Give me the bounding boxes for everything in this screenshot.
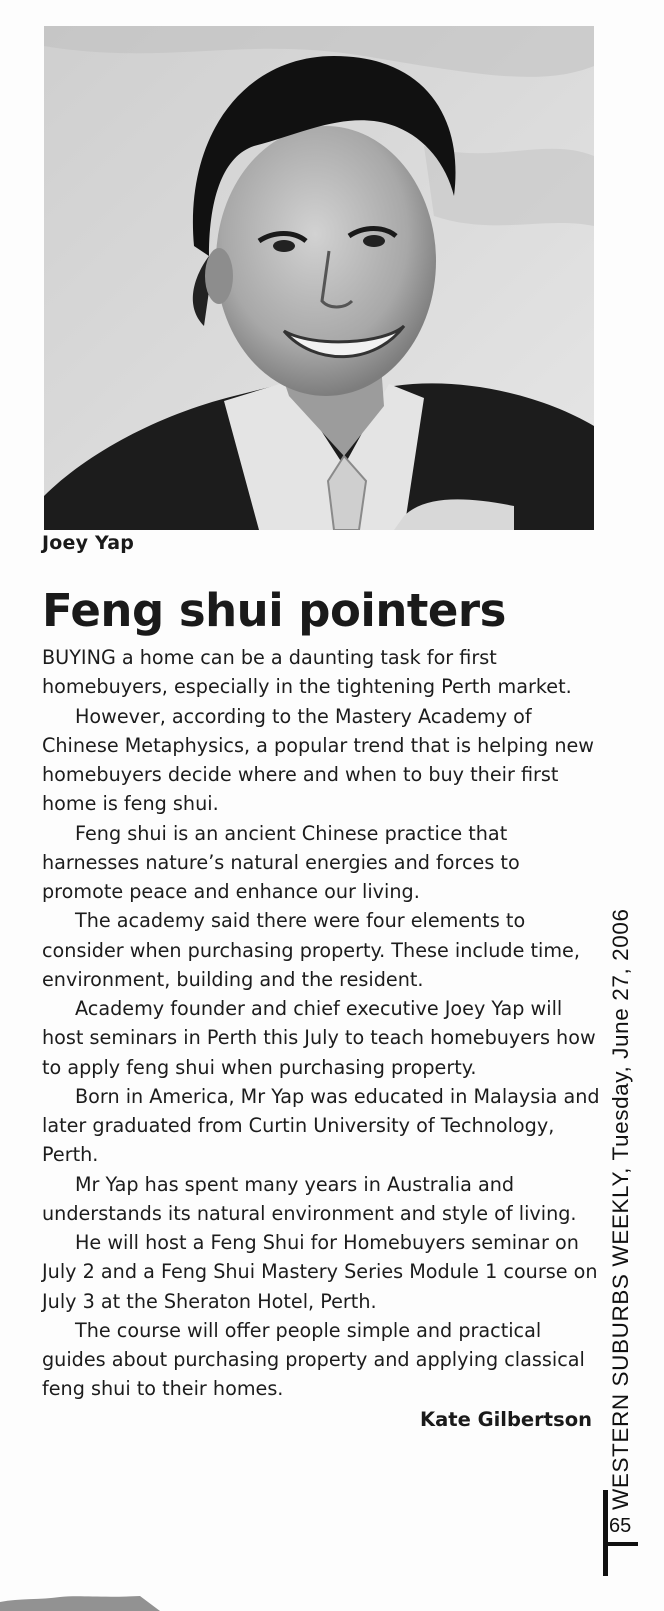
portrait-photo <box>44 26 594 530</box>
article-body <box>42 643 602 1404</box>
article-paragraph: The academy said there were four elements to consider when purchasing property. These include time, environment, building and the resident. <box>42 909 580 991</box>
photo-caption: Joey Yap <box>42 532 135 554</box>
article-paragraph: However, according to the Mastery Academy of Chinese Metaphysics, a popular trend that is helping new homebuyers decide where and when to buy their first home is feng shui. <box>42 704 594 816</box>
publication-date-line: WESTERN SUBURBS WEEKLY, Tuesday, June 27, 2006 <box>608 908 633 1510</box>
article-paragraph: Born in America, Mr Yap was educated in Malaysia and later graduated from Curtin University of Technology, Perth. <box>42 1084 600 1167</box>
portrait-illustration <box>44 26 594 530</box>
scan-edge-mark <box>0 1588 160 1611</box>
article-paragraph: Mr Yap has spent many years in Australia and understands its natural environment and style of living. <box>42 1172 577 1225</box>
byline: Kate Gilbertson <box>420 1408 592 1431</box>
page-number: 65 <box>609 1515 632 1537</box>
headline: Feng shui pointers <box>42 584 506 637</box>
article-paragraph: Academy founder and chief executive Joey Yap will host seminars in Perth this July to teach homebuyers how to apply feng shui when purchasing property. <box>42 997 596 1079</box>
page-number-rule <box>606 1542 638 1546</box>
article-paragraph: The course will offer people simple and practical guides about purchasing property and applying classical feng shui to their homes. <box>42 1318 585 1401</box>
article-paragraph: Feng shui is an ancient Chinese practice that harnesses nature’s natural energies and forces to promote peace and enhance our living. <box>42 821 520 903</box>
article-paragraph: BUYING a home can be a daunting task for first homebuyers, especially in the tightening Perth market. <box>42 646 572 699</box>
article-paragraph: He will host a Feng Shui for Homebuyers seminar on July 2 and a Feng Shui Mastery Series Module 1 course on July 3 at the Sheraton Hotel, Perth. <box>42 1231 598 1313</box>
